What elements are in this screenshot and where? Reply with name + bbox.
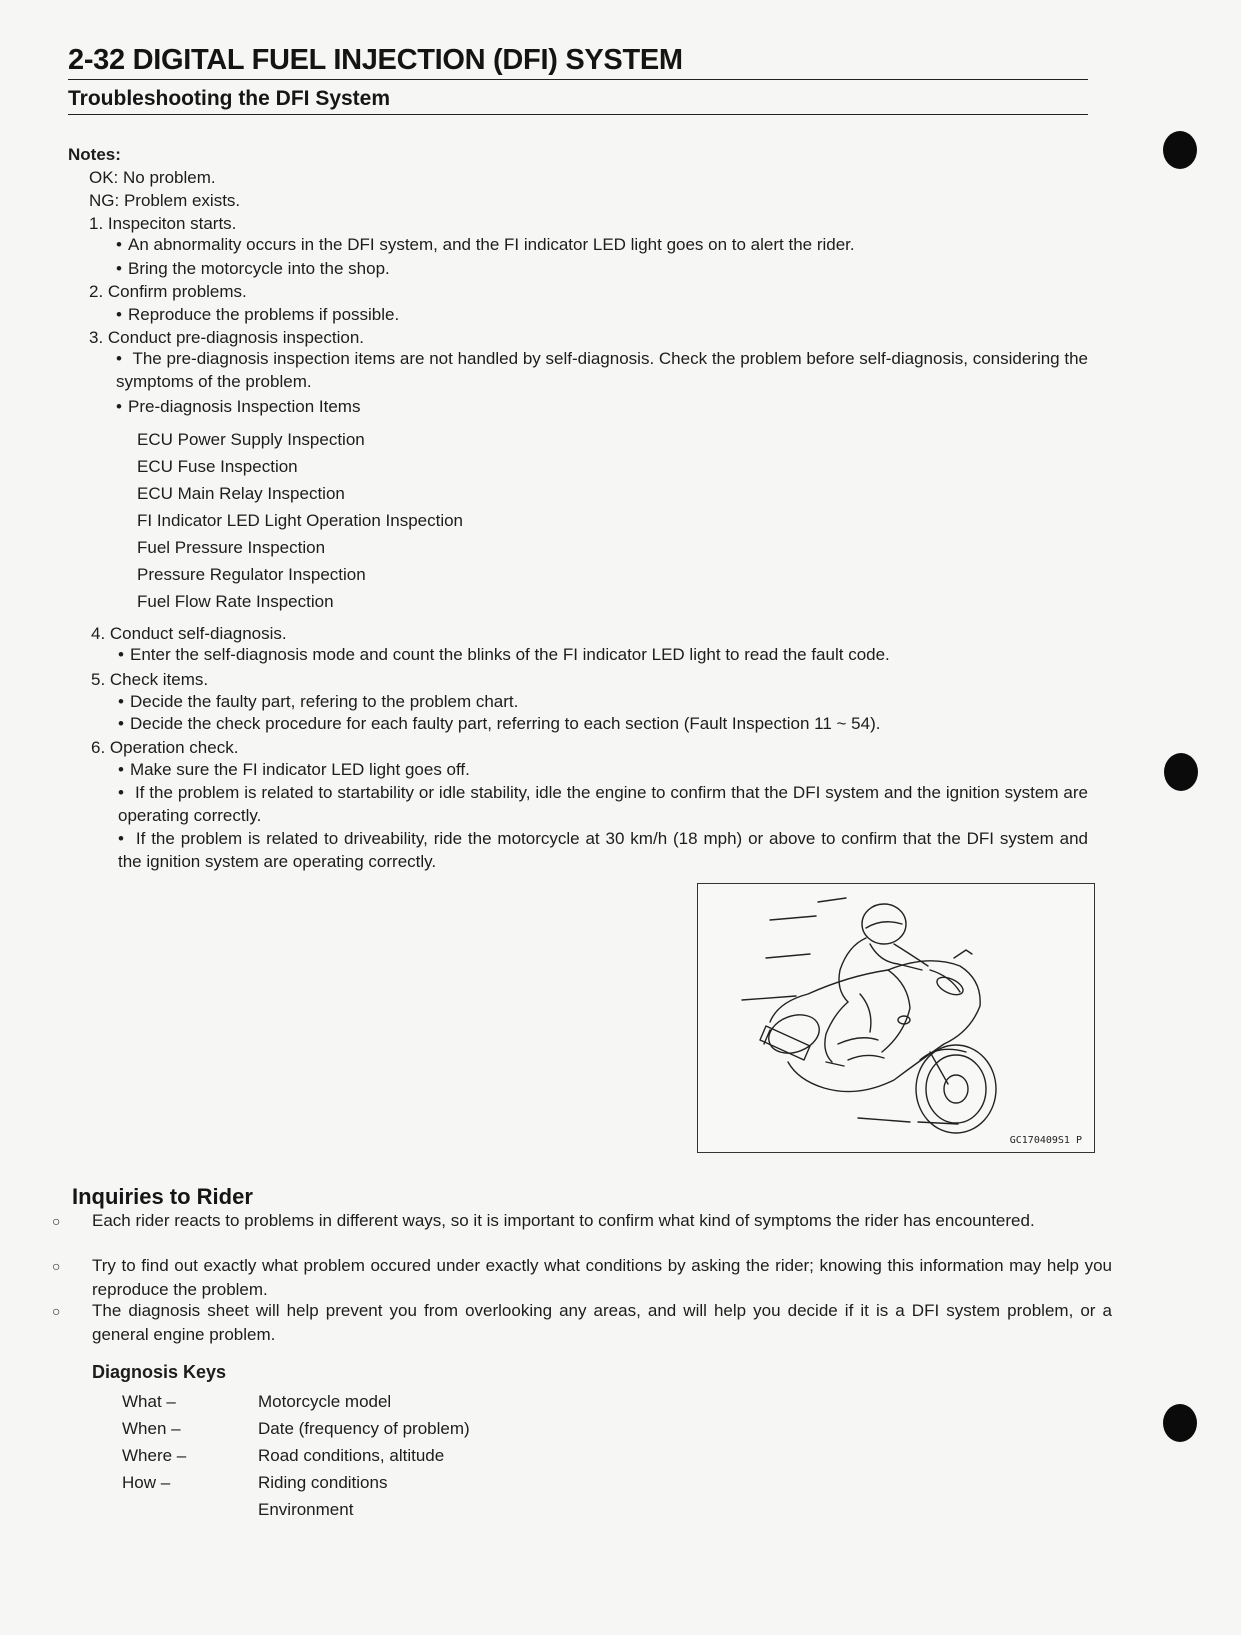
page-title: 2-32 DIGITAL FUEL INJECTION (DFI) SYSTEM: [68, 44, 683, 76]
diagnosis-key-label: How –: [122, 1473, 171, 1492]
inspection-item: ECU Fuse Inspection: [137, 457, 298, 476]
inquiry-point: ○ Each rider reacts to problems in different ways, so it is important to confirm what kind of symptoms the rider has encountered.: [72, 1209, 1112, 1233]
inspection-item: ECU Main Relay Inspection: [137, 484, 345, 503]
step-1-bullet-1: • An abnormality occurs in the DFI system, and the FI indicator LED light goes on to alert the rider.: [116, 235, 855, 255]
punch-hole-middle: [1164, 753, 1198, 791]
step-4: 4. Conduct self-diagnosis.: [91, 624, 287, 643]
inspection-item: FI Indicator LED Light Operation Inspection: [137, 511, 464, 530]
step-4-bullet-1: • Enter the self-diagnosis mode and count the blinks of the FI indicator LED light to read the fault code.: [118, 645, 890, 665]
inquiry-point: ○ The diagnosis sheet will help prevent you from overlooking any areas, and will help you decide if it is a DFI system problem, or a general engine problem.: [72, 1299, 1112, 1346]
inquiries-heading: Inquiries to Rider: [72, 1184, 253, 1209]
motorcycle-rider-illustration: [697, 883, 1095, 1153]
step-5-bullet-1: • Decide the faulty part, refering to the problem chart.: [118, 692, 518, 712]
punch-hole-top: [1163, 131, 1197, 169]
inspection-item: Fuel Flow Rate Inspection: [137, 592, 334, 611]
inquiry-point: ○ Try to find out exactly what problem occured under exactly what conditions by asking the rider; knowing this information may help you reproduce the problem.: [72, 1254, 1112, 1301]
diagnosis-key-label: When –: [122, 1419, 181, 1438]
step-6: 6. Operation check.: [91, 738, 239, 757]
step-6-bullet-3: • If the problem is related to driveability, ride the motorcycle at 30 km/h (18 mph) or above to confirm that the DFI system and the ignition system are operating correctly.: [118, 827, 1088, 873]
step-6-bullet-2: • If the problem is related to startability or idle stability, idle the engine to confirm that the DFI system and the ignition system are operating correctly.: [118, 781, 1088, 827]
step-3-bullet-2: • Pre-diagnosis Inspection Items: [116, 397, 360, 417]
inspection-item: Pressure Regulator Inspection: [137, 565, 366, 584]
inspection-item: Fuel Pressure Inspection: [137, 538, 326, 557]
step-6-bullet-1: • Make sure the FI indicator LED light goes off.: [118, 760, 470, 780]
inspection-item: ECU Power Supply Inspection: [137, 430, 365, 449]
diagnosis-key-value: Motorcycle model: [258, 1392, 392, 1411]
section-title: Troubleshooting the DFI System: [68, 87, 391, 110]
step-3-bullet-1: • The pre-diagnosis inspection items are not handled by self-diagnosis. Check the problem before self-diagnosis, considering the symptoms of the problem.: [116, 347, 1088, 393]
diagnosis-key-value: Date (frequency of problem): [258, 1419, 470, 1438]
punch-hole-bottom: [1163, 1404, 1197, 1442]
diagnosis-key-label: What –: [122, 1392, 176, 1411]
section-divider: [68, 114, 1088, 115]
step-1-bullet-2: • Bring the motorcycle into the shop.: [116, 259, 390, 279]
step-3: 3. Conduct pre-diagnosis inspection.: [89, 328, 364, 347]
note-ok: OK: No problem.: [89, 168, 216, 187]
motorcycle-icon: [698, 884, 1094, 1152]
step-2-bullet-1: • Reproduce the problems if possible.: [116, 305, 399, 325]
diagnosis-keys-heading: Diagnosis Keys: [92, 1362, 227, 1382]
step-2: 2. Confirm problems.: [89, 282, 247, 301]
diagnosis-key-label: Where –: [122, 1446, 187, 1465]
title-divider: [68, 79, 1088, 80]
step-1: 1. Inspeciton starts.: [89, 214, 237, 233]
note-ng: NG: Problem exists.: [89, 191, 241, 210]
notes-heading: Notes:: [68, 145, 121, 164]
diagnosis-key-value: Environment: [258, 1500, 354, 1519]
step-5: 5. Check items.: [91, 670, 209, 689]
figure-code: GC170409S1 P: [1009, 1135, 1082, 1146]
diagnosis-key-value: Riding conditions: [258, 1473, 388, 1492]
diagnosis-key-value: Road conditions, altitude: [258, 1446, 445, 1465]
step-5-bullet-2: • Decide the check procedure for each faulty part, referring to each section (Fault Inspection 11 ~ 54).: [118, 714, 880, 734]
